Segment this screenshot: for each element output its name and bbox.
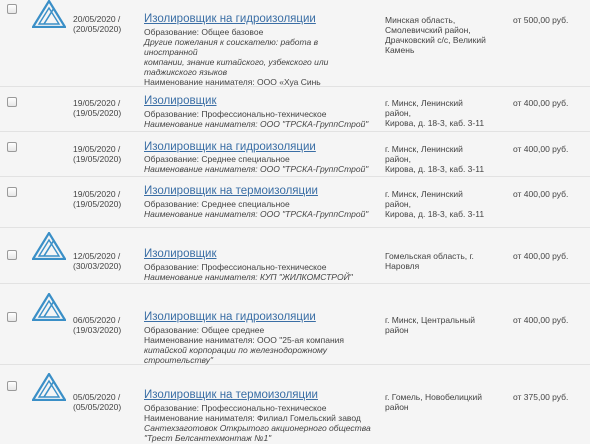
vacancy-details: Образование: Профессионально-техническое Наименование нанимателя: Филиал Гомельский завод Сантехзаготовок Открытого акционерного общества "Трест Белсантехмонтаж №1"	[144, 403, 371, 443]
vacancy-location: Минская область, Смолевичский район, Драчковский с/с, Великий Камень	[385, 15, 486, 55]
vacancy-title-link[interactable]: Изолировщик на термоизоляции	[144, 389, 318, 401]
vacancy-location: г. Гомель, Новобелицкий район	[385, 392, 482, 412]
vacancy-details: Образование: Среднее специальное Наименование нанимателя: ООО "ТРСКА-ГруппСтрой"	[144, 154, 369, 174]
triangle-emblem-icon	[32, 0, 66, 28]
table-row	[0, 177, 590, 228]
table-row	[0, 87, 590, 132]
posting-date: 19/05/2020 / (19/05/2020)	[73, 189, 122, 209]
posting-date: 06/05/2020 / (19/03/2020)	[73, 315, 122, 335]
vacancy-location: г. Минск, Ленинский район, Кирова, д. 18-3, каб. 3-11	[385, 98, 485, 128]
triangle-emblem-icon	[32, 293, 66, 321]
vacancy-details: Образование: Среднее специальное Наименование нанимателя: ООО "ТРСКА-ГруппСтрой"	[144, 199, 369, 219]
vacancy-title-link[interactable]: Изолировщик на гидроизоляции	[144, 311, 316, 323]
select-checkbox[interactable]	[7, 381, 17, 391]
vacancy-details: Образование: Профессионально-техническое Наименование нанимателя: КУП "ЖИЛКОМСТРОЙ"	[144, 262, 353, 282]
vacancy-title-link[interactable]: Изолировщик	[144, 248, 217, 260]
vacancy-details: Образование: Профессионально-техническое Наименование нанимателя: ООО "ТРСКА-ГруппСтрой"	[144, 109, 369, 129]
select-checkbox[interactable]	[7, 4, 17, 14]
vacancy-location: г. Минск, Ленинский район, Кирова, д. 18-3, каб. 3-11	[385, 189, 485, 219]
vacancy-title-link[interactable]: Изолировщик на гидроизоляции	[144, 13, 316, 25]
vacancy-salary: от 400,00 руб.	[513, 98, 569, 108]
vacancy-salary: от 375,00 руб.	[513, 392, 569, 402]
vacancy-title-link[interactable]: Изолировщик на термоизоляции	[144, 185, 318, 197]
posting-date: 05/05/2020 / (05/05/2020)	[73, 392, 122, 412]
select-checkbox[interactable]	[7, 312, 17, 322]
vacancy-salary: от 400,00 руб.	[513, 315, 569, 325]
table-row	[0, 365, 590, 444]
vacancy-details: Образование: Общее базовое Другие пожелания к соискателю: работа в иностранной компании, знание китайского, узбекского или таджикского языков Наименование нанимателя: ООО «Хуа Синь	[144, 27, 329, 87]
table-row	[0, 228, 590, 284]
table-row	[0, 132, 590, 177]
vacancy-salary: от 400,00 руб.	[513, 189, 569, 199]
vacancy-salary: от 400,00 руб.	[513, 144, 569, 154]
table-row	[0, 284, 590, 365]
posting-date: 19/05/2020 / (19/05/2020)	[73, 144, 122, 164]
posting-date: 12/05/2020 / (30/03/2020)	[73, 251, 122, 271]
triangle-emblem-icon	[32, 232, 66, 260]
vacancy-title-link[interactable]: Изолировщик	[144, 95, 217, 107]
select-checkbox[interactable]	[7, 142, 17, 152]
vacancy-location: Гомельская область, г. Наровля	[385, 251, 474, 271]
select-checkbox[interactable]	[7, 250, 17, 260]
vacancy-salary: от 500,00 руб.	[513, 15, 569, 25]
vacancy-salary: от 400,00 руб.	[513, 251, 569, 261]
vacancy-location: г. Минск, Ленинский район, Кирова, д. 18-3, каб. 3-11	[385, 144, 485, 174]
posting-date: 19/05/2020 / (19/05/2020)	[73, 98, 122, 118]
vacancy-location: г. Минск, Центральный район	[385, 315, 475, 335]
vacancy-details: Образование: Общее среднее Наименование нанимателя: ООО "25-ая компания китайской корпорации по железнодорожному строительству"	[144, 325, 345, 365]
vacancy-title-link[interactable]: Изолировщик на гидроизоляции	[144, 141, 316, 153]
triangle-emblem-icon	[32, 373, 66, 401]
table-row	[0, 0, 590, 87]
posting-date: 20/05/2020 / (20/05/2020)	[73, 14, 122, 34]
select-checkbox[interactable]	[7, 97, 17, 107]
select-checkbox[interactable]	[7, 187, 17, 197]
